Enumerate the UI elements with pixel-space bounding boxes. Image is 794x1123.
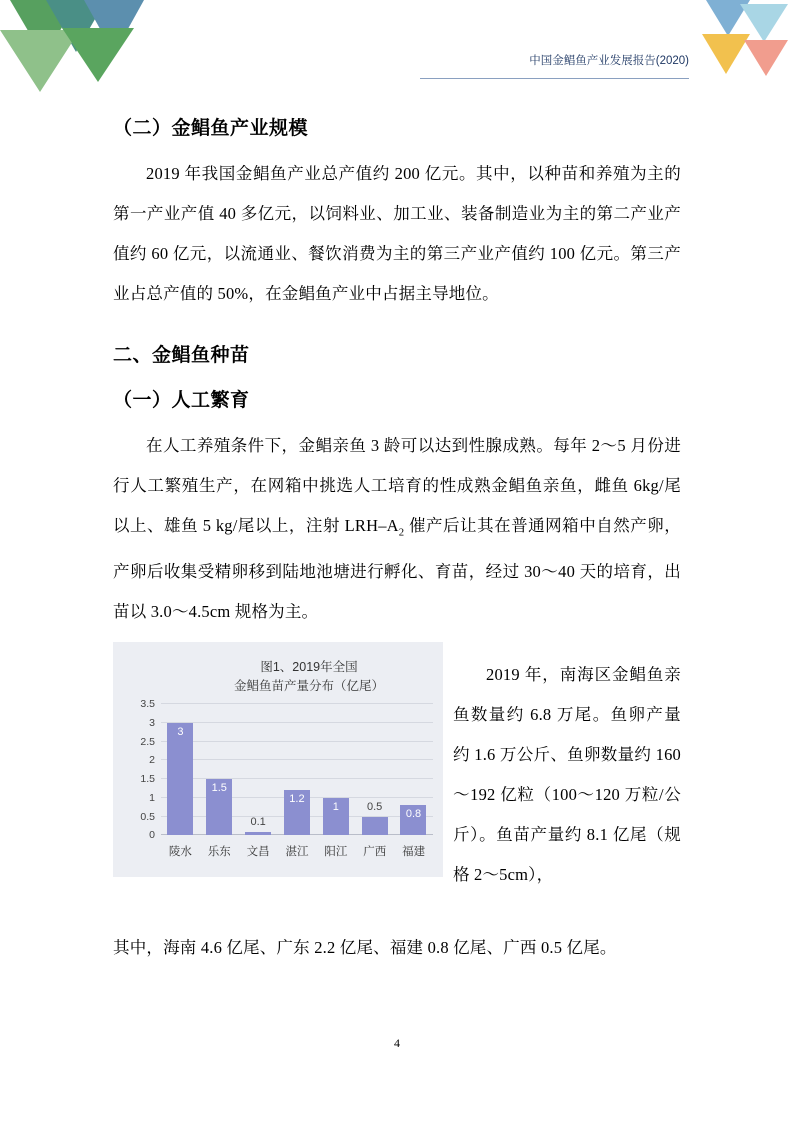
decor-triangle [62, 28, 134, 82]
chart-bar-value-label: 0.1 [250, 815, 266, 828]
chart-x-tick-label: 阳江 [324, 846, 348, 859]
chart-bar [400, 805, 426, 835]
chart-y-tick: 3.5 [140, 698, 155, 711]
chart-bar [362, 800, 388, 836]
chart-x-tick-label: 福建 [402, 846, 426, 859]
chart-bar-value-label: 1.5 [211, 782, 227, 795]
chart-bar-wrapper [323, 704, 349, 835]
chart-y-axis [113, 698, 159, 842]
chart-y-tick: 0 [149, 829, 155, 842]
chart-y-tick: 1.5 [140, 773, 155, 786]
decorative-corner-top-left [0, 0, 170, 100]
chart-y-tick: 1 [149, 791, 155, 804]
chart-bar-value-label: 1 [332, 800, 339, 813]
chart-x-tick-label: 广西 [363, 846, 387, 859]
chart-bar [323, 798, 349, 835]
chart-bar [167, 723, 193, 835]
chart-bar-wrapper [400, 704, 426, 835]
chart-x-tick-label: 陵水 [168, 846, 192, 859]
chart-title-line-2: 金鲳鱼苗产量分布（亿尾） [233, 679, 384, 694]
chart-bar-wrapper [167, 704, 193, 835]
chart-title-line-1: 图1、2019年全国 [260, 660, 358, 675]
paragraph-fry-distribution: 其中，海南 4.6 亿尾、广东 2.2 亿尾、福建 0.8 亿尾、广西 0.5 亿尾。 [113, 937, 617, 957]
chemical-subscript: 2 [398, 526, 405, 539]
chart-bar-wrapper [362, 704, 388, 835]
chart-y-tick: 2 [149, 754, 155, 767]
chart-x-tick-label: 文昌 [246, 846, 270, 859]
chart-x-tick-label: 乐东 [207, 846, 231, 859]
page-number: 4 [394, 1036, 400, 1050]
chart-bar-wrapper [245, 704, 271, 835]
chart-bar-value-label: 0.5 [366, 800, 383, 813]
chart-y-tick: 2.5 [140, 735, 155, 748]
decor-triangle [702, 34, 750, 74]
section-heading-fry: 二、金鲳鱼种苗 [113, 345, 250, 366]
decorative-corner-top-right [684, 0, 794, 100]
chart-bar [206, 779, 232, 835]
section-heading-artificial-breeding: （一）人工繁育 [113, 390, 250, 411]
decor-triangle [744, 40, 788, 76]
section-heading-industry-scale: （二）金鲳鱼产业规模 [113, 118, 309, 139]
chart-title [183, 658, 435, 696]
chart-bar-value-label: 3 [177, 726, 184, 739]
chart-bar-value-label: 0.8 [405, 808, 422, 821]
paragraph-breeding-part-a: 在人工养殖条件下，金鲳亲鱼 3 龄可以达到性腺成熟。每年 2～5 月份进行人工繁殖生产，在网箱中挑选人工培育的性成熟金鲳鱼亲鱼，雌鱼 6kg/尾以上、雄鱼 5 kg/尾以上，注射 LRH–A [113, 436, 681, 535]
chart-bars [161, 704, 433, 835]
paragraph-breeding-part-b: 催产后让其在普通网箱中自然产卵，产卵后收集受精卵移到陆地池塘进行孵化、育苗，经过 30～40 天的培育，出苗以 3.0～4.5cm 规格为主。 [113, 516, 681, 622]
chart-bar-wrapper [284, 704, 310, 835]
chart-y-tick: 0.5 [140, 810, 155, 823]
chart-bar-wrapper [206, 704, 232, 835]
chart-x-tick-label: 湛江 [285, 846, 309, 859]
paragraph-broodstock-side: 2019 年，南海区金鲳鱼亲鱼数量约 6.8 万尾。鱼卵产量约 1.6 万公斤、鱼卵数量约 160～192 亿粒（100～120 万粒/公斤）。鱼苗产量约 8.1 亿尾（规格 2～5cm）， [453, 664, 681, 884]
paragraph-industry-scale: 2019 年我国金鲳鱼产业总产值约 200 亿元。其中，以种苗和养殖为主的第一产业产值 40 多亿元，以饲料业、加工业、装备制造业为主的第二产业产值约 60 亿元，以流通业、餐饮消费为主的第三产业产值约 100 亿元。第三产业占总产值的 50%，在金鲳鱼产业中占据主导地位。 [113, 164, 681, 303]
chart-and-text-row [113, 638, 681, 911]
paragraph-breeding [113, 426, 681, 632]
document-header-title: 中国金鲳鱼产业发展报告(2020) [529, 55, 689, 67]
bar-chart-fry-output [113, 642, 443, 877]
chart-x-axis [161, 843, 433, 859]
header-divider [420, 78, 689, 79]
chart-bar-value-label: 1.2 [289, 793, 305, 806]
page-content [113, 95, 681, 984]
chart-bar [245, 815, 271, 836]
chart-y-tick: 3 [149, 717, 155, 730]
chart-bar [284, 790, 310, 835]
